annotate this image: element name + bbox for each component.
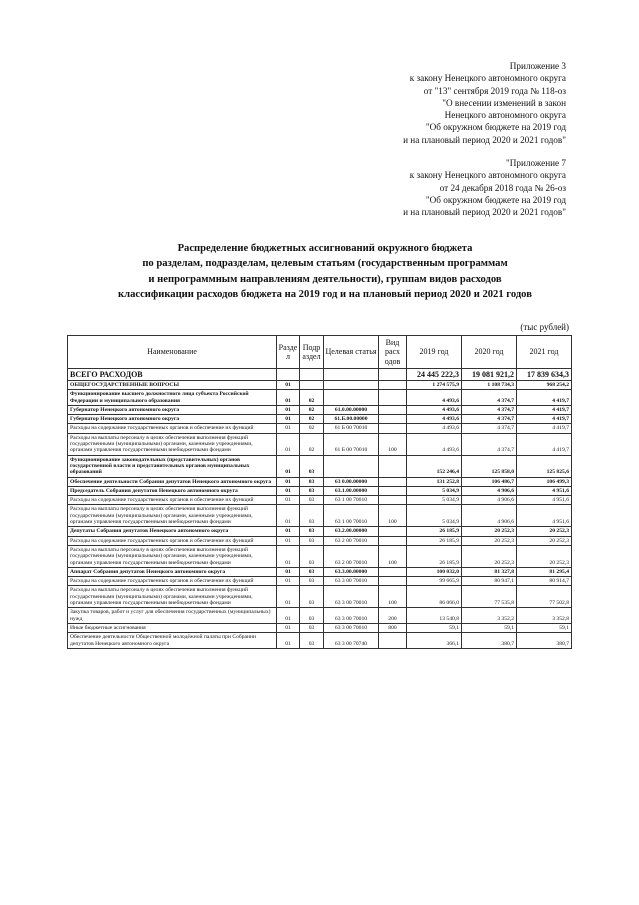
cell-2021: 20 252,3 bbox=[517, 527, 572, 536]
cell-name: Закупка товаров, работ и услуг для обеспечения государственных (муниципальных) нужд bbox=[68, 608, 277, 624]
cell-subsection bbox=[300, 381, 324, 390]
col-header-kind: Вид расх одов bbox=[379, 336, 407, 369]
table-row bbox=[68, 415, 572, 424]
cell-2021: 4 419,7 bbox=[517, 433, 572, 455]
cell-subsection: 02 bbox=[300, 424, 324, 433]
cell-kind bbox=[379, 424, 407, 433]
cell-target: 63 0.00.00000 bbox=[324, 477, 379, 486]
cell-subsection: 03 bbox=[300, 586, 324, 608]
cell-target: 63.2.00.00000 bbox=[324, 527, 379, 536]
header-line: от 24 декабря 2018 года № 26-оз bbox=[439, 182, 566, 193]
cell-2019: 13 540,8 bbox=[407, 608, 462, 624]
cell-name: Обеспечение деятельности Общественной молодёжной палаты при Собрании депутатов Ненецкого автономного округа bbox=[68, 633, 277, 649]
cell-subsection: 02 bbox=[300, 415, 324, 424]
header-line: Приложение 3 bbox=[509, 61, 566, 71]
cell-2020: 20 252,3 bbox=[462, 536, 517, 545]
units-note: (тыс рублей) bbox=[520, 322, 569, 332]
cell-subsection: 03 bbox=[300, 527, 324, 536]
cell-2020: 4 906,6 bbox=[462, 505, 517, 527]
cell-kind bbox=[379, 415, 407, 424]
header-line: "Приложение 7 bbox=[506, 158, 566, 168]
cell-kind bbox=[379, 567, 407, 576]
cell-2021: 3 352,8 bbox=[517, 608, 572, 624]
cell-name: Обеспечение деятельности Собрания депутатов Ненецкого автономного округа bbox=[68, 477, 277, 486]
cell-2020: 80 947,1 bbox=[462, 577, 517, 586]
cell-2019: 4 493,6 bbox=[407, 390, 462, 406]
title-line: и непрограммным направлениям деятельности), группам видов расходов bbox=[148, 273, 502, 285]
header-line: к закону Ненецкого автономного округа bbox=[409, 73, 566, 84]
cell-name: Функционирование высшего должностного лица субъекта Российской Федерации и муниципального образования bbox=[68, 390, 277, 406]
header-line: "Об окружном бюджете на 2019 год bbox=[425, 194, 566, 205]
cell-2020: 125 858,0 bbox=[462, 455, 517, 477]
cell-subsection: 02 bbox=[300, 433, 324, 455]
cell-name: Депутаты Собрания депутатов Ненецкого автономного округа bbox=[68, 527, 277, 536]
cell-subsection: 03 bbox=[300, 477, 324, 486]
cell-subsection: 03 bbox=[300, 623, 324, 632]
table-row bbox=[68, 577, 572, 586]
table-row bbox=[68, 369, 572, 381]
appendix-header-previous bbox=[403, 157, 566, 218]
cell-2020: 59,1 bbox=[462, 623, 517, 632]
cell-2019: 4 493,6 bbox=[407, 405, 462, 414]
cell-section bbox=[277, 369, 300, 381]
table-row bbox=[68, 608, 572, 624]
cell-2020: 3 352,2 bbox=[462, 608, 517, 624]
cell-section: 01 bbox=[277, 567, 300, 576]
cell-2021: 17 839 634,3 bbox=[517, 369, 572, 381]
cell-2021: 4 951,6 bbox=[517, 505, 572, 527]
cell-target: 61.Б.00.00000 bbox=[324, 415, 379, 424]
cell-2021: 4 419,7 bbox=[517, 424, 572, 433]
cell-kind bbox=[379, 496, 407, 505]
cell-2021: 4 951,6 bbox=[517, 496, 572, 505]
budget-table bbox=[67, 335, 572, 649]
cell-section: 01 bbox=[277, 424, 300, 433]
cell-kind: 100 bbox=[379, 433, 407, 455]
cell-2020: 20 252,3 bbox=[462, 527, 517, 536]
cell-2021: 59,1 bbox=[517, 623, 572, 632]
cell-2019: 5 034,9 bbox=[407, 505, 462, 527]
cell-2020: 4 374,7 bbox=[462, 405, 517, 414]
cell-name: Иные бюджетные ассигнования bbox=[68, 623, 277, 632]
cell-section: 01 bbox=[277, 505, 300, 527]
cell-name: Функционирование законодательных (представительных) органов государственной власти и представительных органов муниципальных образований bbox=[68, 455, 277, 477]
cell-name: Губернатор Ненецкого автономного округа bbox=[68, 405, 277, 414]
cell-target: 63 1 00 70010 bbox=[324, 505, 379, 527]
cell-subsection: 03 bbox=[300, 486, 324, 495]
col-header-subsection: Подр аздел bbox=[300, 336, 324, 369]
cell-target: 63.1.00.00000 bbox=[324, 486, 379, 495]
cell-target: 63 1 00 70010 bbox=[324, 496, 379, 505]
cell-name: ВСЕГО РАСХОДОВ bbox=[68, 369, 277, 381]
cell-section: 01 bbox=[277, 633, 300, 649]
document-title bbox=[60, 241, 590, 302]
cell-section: 01 bbox=[277, 527, 300, 536]
cell-target bbox=[324, 381, 379, 390]
cell-name: Губернатор Ненецкого автономного округа bbox=[68, 415, 277, 424]
cell-2020: 81 327,8 bbox=[462, 567, 517, 576]
header-line: "Об окружном бюджете на 2019 год bbox=[425, 122, 566, 133]
cell-2020: 4 374,7 bbox=[462, 390, 517, 406]
cell-kind bbox=[379, 405, 407, 414]
table-row bbox=[68, 586, 572, 608]
col-header-section: Разде л bbox=[277, 336, 300, 369]
cell-kind bbox=[379, 390, 407, 406]
table-row bbox=[68, 623, 572, 632]
cell-target: 61.0.00.00000 bbox=[324, 405, 379, 414]
cell-name: Расходы на выплаты персоналу в целях обеспечения выполнения функций государственными (муниципальными) органами, казенными учреждениями, органами управления государственными внебюджетными фондами bbox=[68, 586, 277, 608]
cell-subsection: 03 bbox=[300, 496, 324, 505]
cell-2021: 4 419,7 bbox=[517, 415, 572, 424]
cell-subsection: 03 bbox=[300, 567, 324, 576]
cell-subsection: 03 bbox=[300, 455, 324, 477]
table-row bbox=[68, 633, 572, 649]
header-line: к закону Ненецкого автономного округа bbox=[409, 170, 566, 181]
table-row bbox=[68, 527, 572, 536]
cell-kind: 100 bbox=[379, 505, 407, 527]
table-row bbox=[68, 496, 572, 505]
cell-2019: 5 034,9 bbox=[407, 496, 462, 505]
cell-kind bbox=[379, 369, 407, 381]
cell-name: Расходы на содержание государственных органов и обеспечение их функций bbox=[68, 536, 277, 545]
cell-target: 61 Б 00 70010 bbox=[324, 424, 379, 433]
cell-2021: 81 295,4 bbox=[517, 567, 572, 576]
header-line: и на плановый период 2020 и 2021 годов" bbox=[403, 134, 566, 145]
cell-2019: 26 185,9 bbox=[407, 527, 462, 536]
cell-section: 01 bbox=[277, 455, 300, 477]
cell-section: 01 bbox=[277, 381, 300, 390]
cell-section: 01 bbox=[277, 405, 300, 414]
cell-target: 63 2 00 70010 bbox=[324, 545, 379, 567]
cell-2019: 131 252,8 bbox=[407, 477, 462, 486]
cell-2019: 24 445 222,3 bbox=[407, 369, 462, 381]
cell-2019: 5 034,9 bbox=[407, 486, 462, 495]
cell-2019: 152 246,4 bbox=[407, 455, 462, 477]
cell-target: 63 2 00 70010 bbox=[324, 536, 379, 545]
cell-section: 01 bbox=[277, 433, 300, 455]
cell-2020: 380,7 bbox=[462, 633, 517, 649]
cell-target: 63 3 00 70740 bbox=[324, 633, 379, 649]
cell-2020: 77 535,8 bbox=[462, 586, 517, 608]
header-line: и на плановый период 2020 и 2021 годов" bbox=[403, 207, 566, 218]
cell-kind bbox=[379, 633, 407, 649]
cell-2019: 4 493,6 bbox=[407, 433, 462, 455]
cell-subsection: 03 bbox=[300, 577, 324, 586]
cell-section: 01 bbox=[277, 577, 300, 586]
title-line: по разделам, подразделам, целевым статьям (государственным программам bbox=[142, 258, 508, 270]
cell-2020: 20 252,3 bbox=[462, 545, 517, 567]
cell-2021: 4 951,6 bbox=[517, 486, 572, 495]
cell-section: 01 bbox=[277, 623, 300, 632]
cell-name: Расходы на содержание государственных органов и обеспечение их функций bbox=[68, 577, 277, 586]
cell-kind bbox=[379, 486, 407, 495]
table-row bbox=[68, 536, 572, 545]
cell-2019: 59,1 bbox=[407, 623, 462, 632]
cell-section: 01 bbox=[277, 390, 300, 406]
cell-2021: 77 502,8 bbox=[517, 586, 572, 608]
cell-subsection: 02 bbox=[300, 405, 324, 414]
cell-section: 01 bbox=[277, 477, 300, 486]
cell-section: 01 bbox=[277, 486, 300, 495]
cell-2019: 86 066,0 bbox=[407, 586, 462, 608]
cell-section: 01 bbox=[277, 586, 300, 608]
cell-2021: 4 419,7 bbox=[517, 390, 572, 406]
table-row bbox=[68, 477, 572, 486]
cell-section: 01 bbox=[277, 545, 300, 567]
cell-kind bbox=[379, 536, 407, 545]
cell-name: Председатель Собрания депутатов Ненецкого автономного округа bbox=[68, 486, 277, 495]
cell-2020: 1 108 734,3 bbox=[462, 381, 517, 390]
cell-subsection: 03 bbox=[300, 545, 324, 567]
table-row bbox=[68, 433, 572, 455]
col-header-2019: 2019 год bbox=[407, 336, 462, 369]
appendix-header-current bbox=[403, 60, 566, 146]
cell-target: 63 3 00 70010 bbox=[324, 586, 379, 608]
cell-2021: 125 825,6 bbox=[517, 455, 572, 477]
table-row bbox=[68, 455, 572, 477]
cell-2021: 4 419,7 bbox=[517, 405, 572, 414]
cell-2021: 106 499,3 bbox=[517, 477, 572, 486]
cell-kind: 100 bbox=[379, 586, 407, 608]
col-header-name: Наименование bbox=[68, 336, 277, 369]
header-line: Ненецкого автономного округа bbox=[444, 110, 566, 121]
cell-2020: 4 906,6 bbox=[462, 496, 517, 505]
cell-kind bbox=[379, 381, 407, 390]
cell-name: ОБЩЕГОСУДАРСТВЕННЫЕ ВОПРОСЫ bbox=[68, 381, 277, 390]
col-header-target: Целевая статья bbox=[324, 336, 379, 369]
title-line: Распределение бюджетных ассигнований окружного бюджета bbox=[177, 243, 473, 254]
cell-2021: 968 254,2 bbox=[517, 381, 572, 390]
cell-kind bbox=[379, 455, 407, 477]
cell-name: Аппарат Собрания депутатов Ненецкого автономного округа bbox=[68, 567, 277, 576]
cell-target bbox=[324, 390, 379, 406]
cell-2019: 100 032,0 bbox=[407, 567, 462, 576]
cell-subsection: 03 bbox=[300, 505, 324, 527]
cell-name: Расходы на содержание государственных органов и обеспечение их функций bbox=[68, 424, 277, 433]
table-row bbox=[68, 486, 572, 495]
cell-section: 01 bbox=[277, 536, 300, 545]
cell-kind bbox=[379, 477, 407, 486]
cell-target bbox=[324, 455, 379, 477]
cell-target: 61 Б 00 70010 bbox=[324, 433, 379, 455]
cell-2021: 380,7 bbox=[517, 633, 572, 649]
cell-target bbox=[324, 369, 379, 381]
cell-kind bbox=[379, 527, 407, 536]
cell-2020: 4 374,7 bbox=[462, 433, 517, 455]
cell-2021: 80 914,7 bbox=[517, 577, 572, 586]
table-row bbox=[68, 390, 572, 406]
cell-2019: 1 274 575,9 bbox=[407, 381, 462, 390]
cell-subsection: 03 bbox=[300, 608, 324, 624]
cell-2019: 4 493,6 bbox=[407, 424, 462, 433]
cell-target: 63 3 00 70010 bbox=[324, 608, 379, 624]
cell-2019: 26 185,9 bbox=[407, 536, 462, 545]
cell-kind bbox=[379, 577, 407, 586]
cell-kind: 200 bbox=[379, 608, 407, 624]
cell-2019: 99 665,9 bbox=[407, 577, 462, 586]
cell-2019: 26 185,9 bbox=[407, 545, 462, 567]
table-row bbox=[68, 567, 572, 576]
cell-section: 01 bbox=[277, 496, 300, 505]
cell-2020: 4 906,6 bbox=[462, 486, 517, 495]
cell-subsection: 03 bbox=[300, 536, 324, 545]
table-header-row bbox=[68, 336, 572, 369]
cell-subsection: 03 bbox=[300, 633, 324, 649]
table-row bbox=[68, 381, 572, 390]
header-line: "О внесении изменений в закон bbox=[442, 97, 566, 108]
title-line: классификации расходов бюджета на 2019 год и на плановый период 2020 и 2021 годов bbox=[118, 288, 532, 300]
table-row bbox=[68, 405, 572, 414]
cell-target: 63 3 00 70010 bbox=[324, 623, 379, 632]
col-header-2021: 2021 год bbox=[517, 336, 572, 369]
table-row bbox=[68, 424, 572, 433]
cell-name: Расходы на выплаты персоналу в целях обеспечения выполнения функций государственными (муниципальными) органами, казенными учреждениями, органами управления государственными внебюджетными фондами bbox=[68, 505, 277, 527]
header-line: от "13" сентября 2019 года № 118-оз bbox=[423, 85, 566, 96]
cell-section: 01 bbox=[277, 608, 300, 624]
cell-subsection bbox=[300, 369, 324, 381]
cell-2019: 4 493,6 bbox=[407, 415, 462, 424]
cell-2020: 4 374,7 bbox=[462, 415, 517, 424]
cell-2020: 4 374,7 bbox=[462, 424, 517, 433]
cell-subsection: 02 bbox=[300, 390, 324, 406]
cell-2020: 106 486,7 bbox=[462, 477, 517, 486]
cell-2021: 20 252,3 bbox=[517, 545, 572, 567]
col-header-2020: 2020 год bbox=[462, 336, 517, 369]
cell-2021: 20 252,3 bbox=[517, 536, 572, 545]
cell-kind: 800 bbox=[379, 623, 407, 632]
cell-name: Расходы на содержание государственных органов и обеспечение их функций bbox=[68, 496, 277, 505]
cell-name: Расходы на выплаты персоналу в целях обеспечения выполнения функций государственными (муниципальными) органами, казенными учреждениями, органами управления государственными внебюджетными фондами bbox=[68, 545, 277, 567]
cell-section: 01 bbox=[277, 415, 300, 424]
cell-name: Расходы на выплаты персоналу в целях обеспечения выполнения функций государственными (муниципальными) органами, казенными учреждениями, органами управления государственными внебюджетными фондами bbox=[68, 433, 277, 455]
cell-2020: 19 081 921,2 bbox=[462, 369, 517, 381]
table-row bbox=[68, 545, 572, 567]
cell-target: 63 3 00 70010 bbox=[324, 577, 379, 586]
cell-kind: 100 bbox=[379, 545, 407, 567]
cell-target: 63.3.00.00000 bbox=[324, 567, 379, 576]
cell-2019: 366,1 bbox=[407, 633, 462, 649]
table-row bbox=[68, 505, 572, 527]
